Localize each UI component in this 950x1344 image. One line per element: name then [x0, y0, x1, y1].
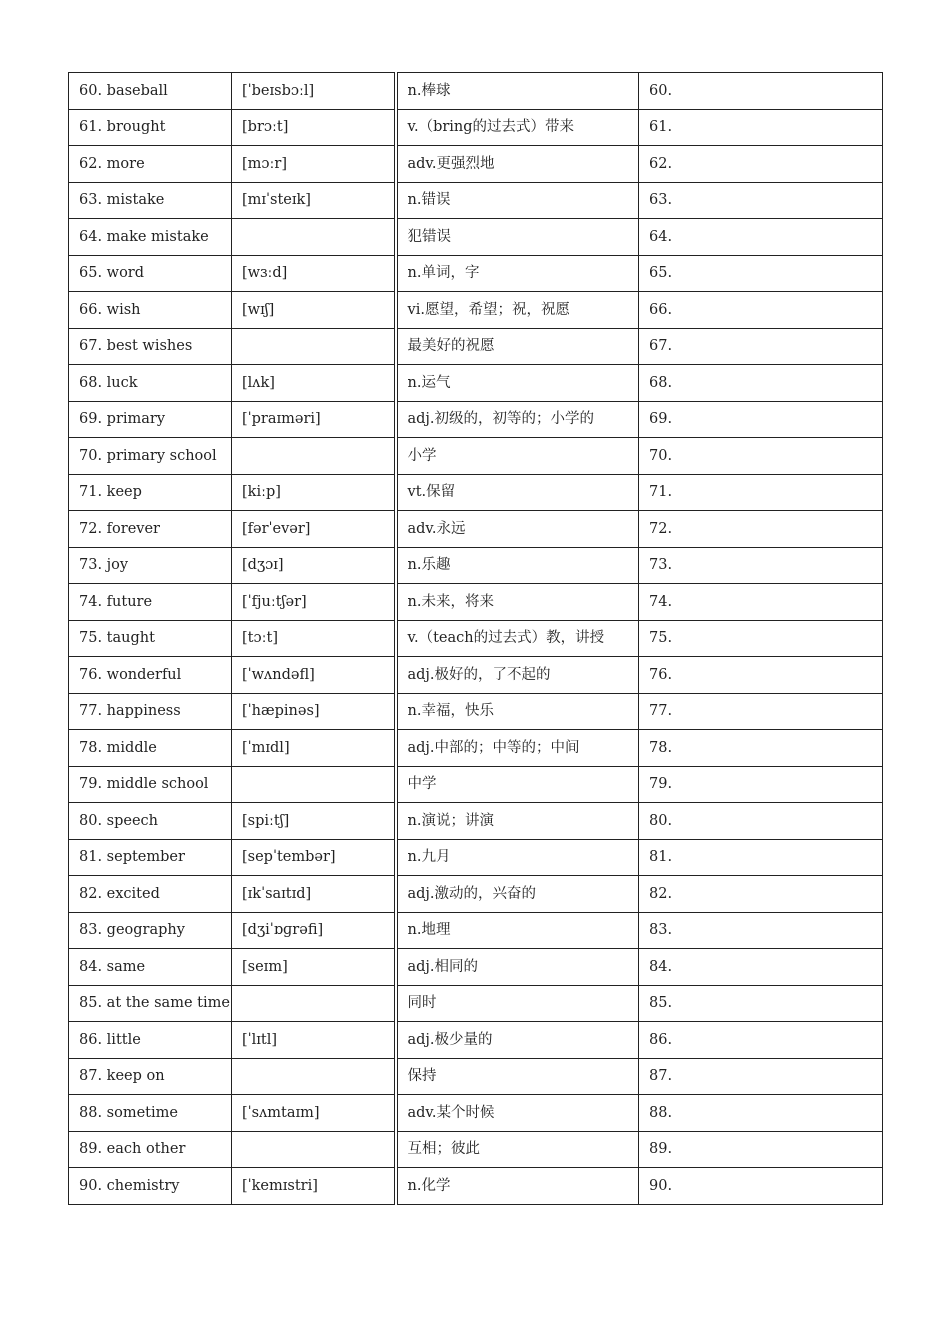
phonetic-cell: [ˈkemɪstri]: [232, 1168, 396, 1205]
table-row: [69, 657, 883, 694]
table-row: [69, 511, 883, 548]
meaning-cell: 小学: [396, 438, 639, 475]
phonetic-cell: [ˈwʌndəfl]: [232, 657, 396, 694]
vocabulary-table-body: [69, 73, 883, 1205]
word-cell: 86. little: [69, 1022, 232, 1059]
answer-blank-cell: 80.: [639, 803, 883, 840]
answer-blank-cell: 76.: [639, 657, 883, 694]
table-row: [69, 365, 883, 402]
table-row: [69, 292, 883, 329]
word-cell: 88. sometime: [69, 1095, 232, 1132]
word-cell: 63. mistake: [69, 182, 232, 219]
meaning-cell: n.单词，字: [396, 255, 639, 292]
answer-blank-cell: 60.: [639, 73, 883, 110]
word-cell: 90. chemistry: [69, 1168, 232, 1205]
table-row: [69, 985, 883, 1022]
phonetic-cell: [dʒɔɪ]: [232, 547, 396, 584]
meaning-cell: adj.初级的，初等的；小学的: [396, 401, 639, 438]
word-cell: 83. geography: [69, 912, 232, 949]
phonetic-cell: [ˈlɪtl]: [232, 1022, 396, 1059]
meaning-cell: n.未来，将来: [396, 584, 639, 621]
meaning-cell: 保持: [396, 1058, 639, 1095]
meaning-cell: n.九月: [396, 839, 639, 876]
table-row: [69, 328, 883, 365]
word-cell: 60. baseball: [69, 73, 232, 110]
table-row: [69, 1131, 883, 1168]
table-row: [69, 182, 883, 219]
answer-blank-cell: 63.: [639, 182, 883, 219]
answer-blank-cell: 90.: [639, 1168, 883, 1205]
answer-blank-cell: 87.: [639, 1058, 883, 1095]
meaning-cell: adj.激动的，兴奋的: [396, 876, 639, 913]
phonetic-cell: [mɪˈsteɪk]: [232, 182, 396, 219]
word-cell: 62. more: [69, 146, 232, 183]
meaning-cell: vi.愿望，希望；祝，祝愿: [396, 292, 639, 329]
table-row: [69, 1058, 883, 1095]
meaning-cell: adv.某个时候: [396, 1095, 639, 1132]
phonetic-cell: [232, 438, 396, 475]
answer-blank-cell: 78.: [639, 730, 883, 767]
table-row: [69, 1168, 883, 1205]
meaning-cell: vt.保留: [396, 474, 639, 511]
table-row: [69, 766, 883, 803]
meaning-cell: n.地理: [396, 912, 639, 949]
phonetic-cell: [232, 1058, 396, 1095]
phonetic-cell: [seɪm]: [232, 949, 396, 986]
meaning-cell: 中学: [396, 766, 639, 803]
table-row: [69, 401, 883, 438]
word-cell: 64. make mistake: [69, 219, 232, 256]
meaning-cell: 最美好的祝愿: [396, 328, 639, 365]
answer-blank-cell: 81.: [639, 839, 883, 876]
answer-blank-cell: 67.: [639, 328, 883, 365]
phonetic-cell: [fərˈevər]: [232, 511, 396, 548]
word-cell: 89. each other: [69, 1131, 232, 1168]
phonetic-cell: [ɪkˈsaɪtɪd]: [232, 876, 396, 913]
answer-blank-cell: 65.: [639, 255, 883, 292]
answer-blank-cell: 66.: [639, 292, 883, 329]
table-row: [69, 146, 883, 183]
word-cell: 74. future: [69, 584, 232, 621]
answer-blank-cell: 70.: [639, 438, 883, 475]
table-row: [69, 584, 883, 621]
phonetic-cell: [232, 985, 396, 1022]
word-cell: 77. happiness: [69, 693, 232, 730]
answer-blank-cell: 77.: [639, 693, 883, 730]
meaning-cell: n.演说；讲演: [396, 803, 639, 840]
answer-blank-cell: 69.: [639, 401, 883, 438]
meaning-cell: v.（bring的过去式）带来: [396, 109, 639, 146]
word-cell: 65. word: [69, 255, 232, 292]
meaning-cell: 犯错误: [396, 219, 639, 256]
phonetic-cell: [ˈbeɪsbɔːl]: [232, 73, 396, 110]
meaning-cell: n.幸福，快乐: [396, 693, 639, 730]
answer-blank-cell: 82.: [639, 876, 883, 913]
answer-blank-cell: 83.: [639, 912, 883, 949]
meaning-cell: v.（teach的过去式）教，讲授: [396, 620, 639, 657]
meaning-cell: n.错误: [396, 182, 639, 219]
phonetic-cell: [spiːtʃ]: [232, 803, 396, 840]
answer-blank-cell: 73.: [639, 547, 883, 584]
word-cell: 73. joy: [69, 547, 232, 584]
table-row: [69, 620, 883, 657]
meaning-cell: n.棒球: [396, 73, 639, 110]
answer-blank-cell: 61.: [639, 109, 883, 146]
meaning-cell: adj.中部的；中等的；中间: [396, 730, 639, 767]
answer-blank-cell: 72.: [639, 511, 883, 548]
word-cell: 75. taught: [69, 620, 232, 657]
answer-blank-cell: 75.: [639, 620, 883, 657]
table-row: [69, 876, 883, 913]
phonetic-cell: [ˈpraɪməri]: [232, 401, 396, 438]
word-cell: 69. primary: [69, 401, 232, 438]
answer-blank-cell: 71.: [639, 474, 883, 511]
table-row: [69, 73, 883, 110]
table-row: [69, 219, 883, 256]
phonetic-cell: [232, 766, 396, 803]
phonetic-cell: [ˈhæpinəs]: [232, 693, 396, 730]
table-row: [69, 109, 883, 146]
phonetic-cell: [sepˈtembər]: [232, 839, 396, 876]
meaning-cell: n.乐趣: [396, 547, 639, 584]
table-row: [69, 839, 883, 876]
word-cell: 72. forever: [69, 511, 232, 548]
table-row: [69, 1095, 883, 1132]
word-cell: 67. best wishes: [69, 328, 232, 365]
word-cell: 70. primary school: [69, 438, 232, 475]
answer-blank-cell: 62.: [639, 146, 883, 183]
meaning-cell: 互相；彼此: [396, 1131, 639, 1168]
word-cell: 71. keep: [69, 474, 232, 511]
word-cell: 66. wish: [69, 292, 232, 329]
phonetic-cell: [232, 219, 396, 256]
phonetic-cell: [wɪʃ]: [232, 292, 396, 329]
answer-blank-cell: 68.: [639, 365, 883, 402]
word-cell: 87. keep on: [69, 1058, 232, 1095]
answer-blank-cell: 74.: [639, 584, 883, 621]
table-row: [69, 547, 883, 584]
word-cell: 80. speech: [69, 803, 232, 840]
meaning-cell: adv.更强烈地: [396, 146, 639, 183]
phonetic-cell: [ˈsʌmtaɪm]: [232, 1095, 396, 1132]
answer-blank-cell: 86.: [639, 1022, 883, 1059]
phonetic-cell: [ˈfjuːtʃər]: [232, 584, 396, 621]
vocabulary-table: [68, 72, 883, 1205]
word-cell: 84. same: [69, 949, 232, 986]
word-cell: 68. luck: [69, 365, 232, 402]
phonetic-cell: [ˈmɪdl]: [232, 730, 396, 767]
meaning-cell: n.运气: [396, 365, 639, 402]
answer-blank-cell: 79.: [639, 766, 883, 803]
word-cell: 76. wonderful: [69, 657, 232, 694]
meaning-cell: n.化学: [396, 1168, 639, 1205]
meaning-cell: adj.极少量的: [396, 1022, 639, 1059]
answer-blank-cell: 88.: [639, 1095, 883, 1132]
table-row: [69, 730, 883, 767]
phonetic-cell: [wɜːd]: [232, 255, 396, 292]
table-row: [69, 912, 883, 949]
table-row: [69, 1022, 883, 1059]
answer-blank-cell: 89.: [639, 1131, 883, 1168]
meaning-cell: adj.相同的: [396, 949, 639, 986]
word-cell: 85. at the same time: [69, 985, 232, 1022]
phonetic-cell: [mɔːr]: [232, 146, 396, 183]
phonetic-cell: [dʒiˈɒɡrəfi]: [232, 912, 396, 949]
word-cell: 81. september: [69, 839, 232, 876]
phonetic-cell: [brɔːt]: [232, 109, 396, 146]
phonetic-cell: [tɔːt]: [232, 620, 396, 657]
phonetic-cell: [kiːp]: [232, 474, 396, 511]
phonetic-cell: [232, 328, 396, 365]
phonetic-cell: [232, 1131, 396, 1168]
table-row: [69, 255, 883, 292]
word-cell: 61. brought: [69, 109, 232, 146]
answer-blank-cell: 64.: [639, 219, 883, 256]
answer-blank-cell: 84.: [639, 949, 883, 986]
table-row: [69, 474, 883, 511]
table-row: [69, 693, 883, 730]
table-row: [69, 949, 883, 986]
meaning-cell: adv.永远: [396, 511, 639, 548]
word-cell: 78. middle: [69, 730, 232, 767]
table-row: [69, 803, 883, 840]
word-cell: 82. excited: [69, 876, 232, 913]
word-cell: 79. middle school: [69, 766, 232, 803]
answer-blank-cell: 85.: [639, 985, 883, 1022]
phonetic-cell: [lʌk]: [232, 365, 396, 402]
table-row: [69, 438, 883, 475]
meaning-cell: adj.极好的，了不起的: [396, 657, 639, 694]
meaning-cell: 同时: [396, 985, 639, 1022]
